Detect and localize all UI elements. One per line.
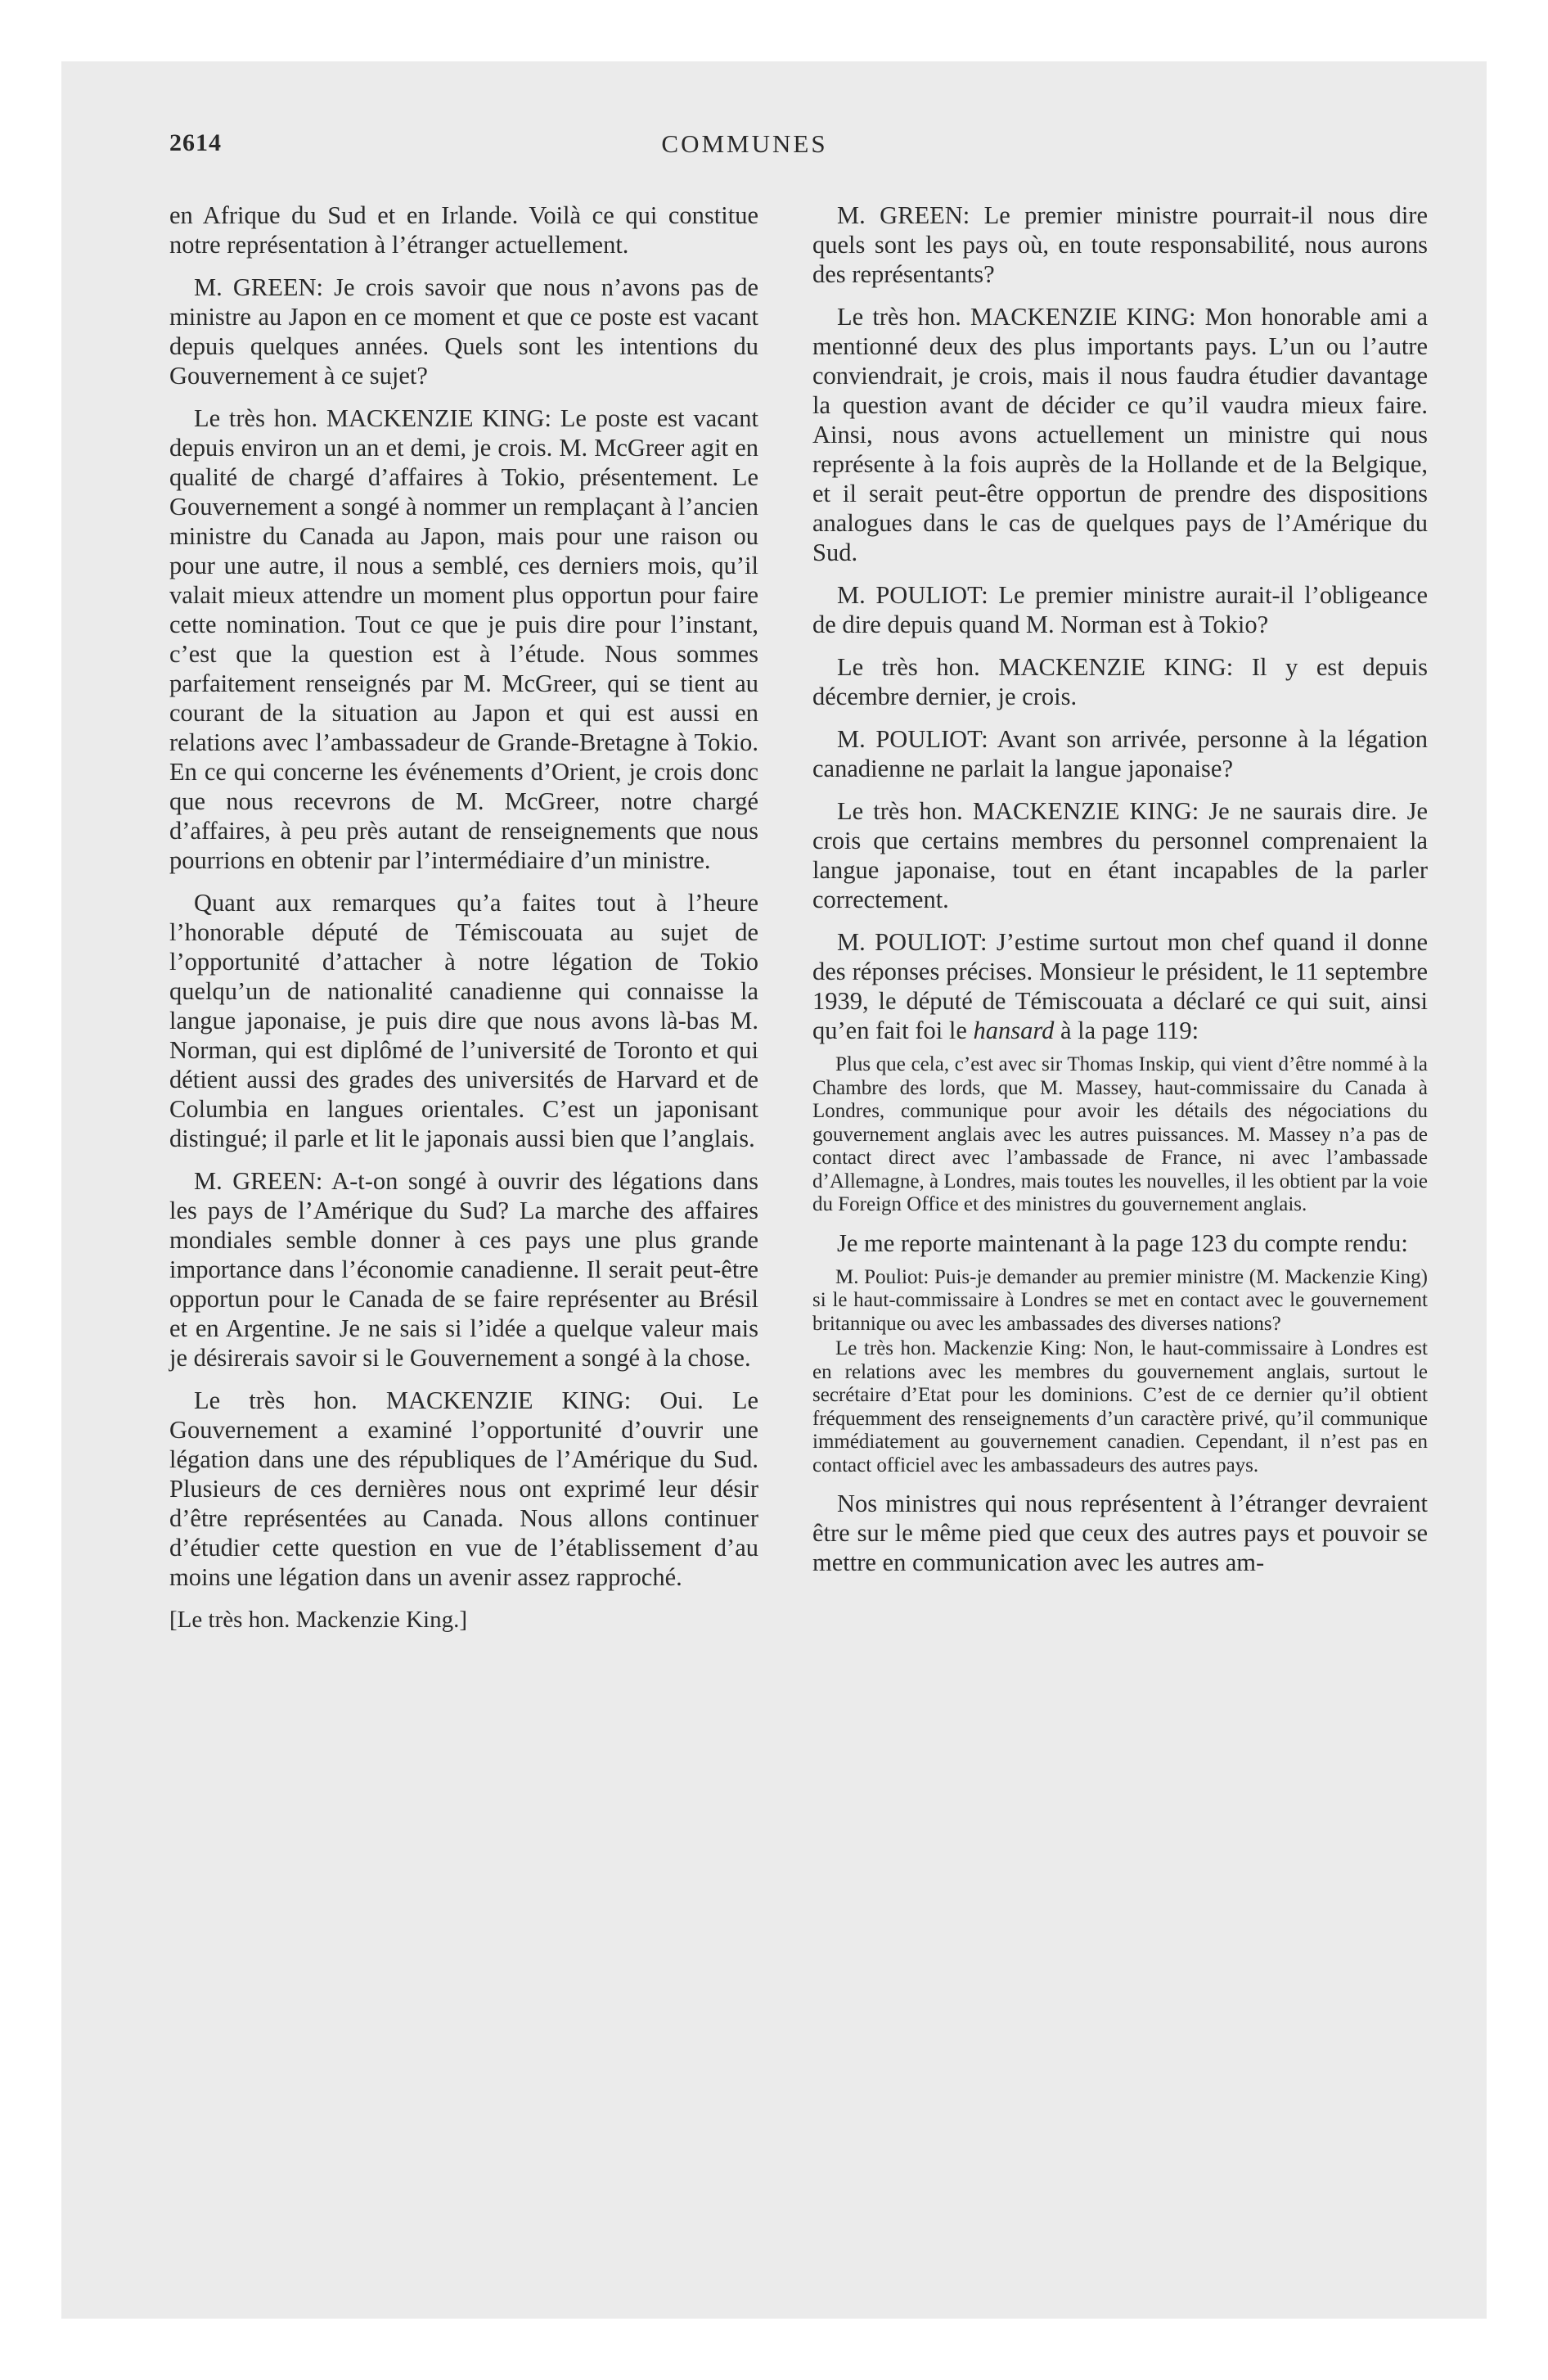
- paragraph: Nos ministres qui nous représentent à l’étranger devraient être sur le même pied que ceux des autres pays et pouvoir se mettre en communication avec les autres am-: [812, 1490, 1428, 1576]
- paragraph: M. GREEN: Le premier ministre pourrait-il nous dire quels sont les pays où, en toute responsabilité, nous aurons des représentants?: [812, 201, 1428, 288]
- quote-paragraph: Plus que cela, c’est avec sir Thomas Inskip, qui vient d’être nommé à la Chambre des lords, que M. Massey, haut-commissaire du Canada à Londres, communique pour avoir les détails des négociations du gouvernement anglais avec les autres puissances. M. Massey n’a pas de contact direct avec l’ambassade de France, ni avec l’ambassade d’Allemagne, à Londres, mais toutes les nouvelles, il les obtient par la voie du Foreign Office et des ministres du gouvernement anglais.: [812, 1053, 1428, 1215]
- paragraph: en Afrique du Sud et en Irlande. Voilà ce qui constitue notre représentation à l’étranger actuellement.: [169, 201, 758, 259]
- paragraph: Le très hon. MACKENZIE KING: Mon honorable ami a mentionné deux des plus importants pays. L’un ou l’autre conviendrait, je crois, mais il nous faudra étudier davantage la question avant de décider ce qu’il vaudra mieux faire. Ainsi, nous avons actuellement un ministre qui nous représente à la fois auprès de la Hollande et de la Belgique, et il serait peut-être opportun de prendre des dispositions analogues dans le cas de quelques pays de l’Amérique du Sud.: [812, 303, 1428, 566]
- quote-paragraph: Le très hon. Mackenzie King: Non, le haut-commissaire à Londres est en relations avec les membres du gouvernement anglais, surtout le secrétaire d’Etat pour les dominions. C’est de ce dernier qu’il obtient fréquemment des renseignements d’un caractère privé, qu’il communique immédiatement au gouvernement canadien. Cependant, il n’est pas en contact officiel avec les ambassadeurs des autres pays.: [812, 1337, 1428, 1476]
- speaker-footnote: [Le très hon. Mackenzie King.]: [169, 1607, 467, 1633]
- text-run: M. POULIOT: J’estime surtout mon chef quand il donne des réponses précises. Monsieur le président, le 11 septembre 1939, le député de Témiscouata a déclaré ce qui suit, ainsi qu’en fait foi le: [812, 928, 1428, 1044]
- running-title: COMMUNES: [661, 129, 828, 158]
- quote-paragraph: M. Pouliot: Puis-je demander au premier ministre (M. Mackenzie King) si le haut-commissaire à Londres se met en contact avec le gouvernement britannique ou avec les ambassades des diverses nations?: [812, 1265, 1428, 1335]
- paragraph: Quant aux remarques qu’a faites tout à l’heure l’honorable député de Témiscouata au sujet de l’opportunité d’attacher à notre légation de Tokio quelqu’un de nationalité canadienne qui connaisse la langue japonaise, je puis dire que nous avons là-bas M. Norman, qui est diplômé de l’université de Toronto et qui détient aussi des grades des universités de Harvard et de Columbia en langues orientales. C’est un japonisant distingué; il parle et lit le japonais aussi bien que l’anglais.: [169, 889, 758, 1152]
- quotation-block: [812, 1053, 1428, 1217]
- paragraph: Le très hon. MACKENZIE KING: Oui. Le Gouvernement a examiné l’opportunité d’ouvrir une légation dans une des républiques de l’Amérique du Sud. Plusieurs de ces dernières nous ont exprimé leur désir d’être représentées au Canada. Nous allons continuer d’étudier cette question en vue de l’établissement d’au moins une légation dans un avenir assez rapproché.: [169, 1386, 758, 1591]
- paragraph: [812, 927, 1428, 1045]
- paragraph: Le très hon. MACKENZIE KING: Il y est depuis décembre dernier, je crois.: [812, 653, 1428, 710]
- page-header: [169, 129, 1320, 170]
- paragraph: M. POULIOT: Avant son arrivée, personne à la légation canadienne ne parlait la langue japonaise?: [812, 725, 1428, 782]
- left-column: [169, 201, 758, 1648]
- paragraph: M. POULIOT: Le premier ministre aurait-il l’obligeance de dire depuis quand M. Norman est à Tokio?: [812, 581, 1428, 638]
- paragraph: Le très hon. MACKENZIE KING: Je ne saurais dire. Je crois que certains membres du personnel comprenaient la langue japonaise, tout en étant incapables de la parler correctement.: [812, 797, 1428, 913]
- text-run: à la page 119:: [1054, 1016, 1199, 1044]
- paragraph: Le très hon. MACKENZIE KING: Le poste est vacant depuis environ un an et demi, je crois. M. McGreer agit en qualité de chargé d’affaires à Tokio, présentement. Le Gouvernement a songé à nommer un remplaçant à l’ancien ministre du Canada au Japon, mais pour une raison ou pour une autre, il nous a semblé, ces derniers mois, qu’il valait mieux attendre un moment plus opportun pour faire cette nomination. Tout ce que je puis dire pour l’instant, c’est que la question est à l’étude. Nous sommes parfaitement renseignés par M. McGreer, qui se tient au courant de la situation au Japon et qui est aussi en relations avec l’ambassadeur de Grande-Bretagne à Tokio. En ce qui concerne les événements d’Orient, je crois donc que nous recevrons de M. McGreer, notre chargé d’affaires, à peu près autant de renseignements que nous pourrions en obtenir par l’intermédiaire d’un ministre.: [169, 404, 758, 874]
- right-column: [812, 201, 1428, 1590]
- quotation-block: [812, 1266, 1428, 1478]
- paragraph: M. GREEN: A-t-on songé à ouvrir des légations dans les pays de l’Amérique du Sud? La marche des affaires mondiales semble donner à ces pays une plus grande importance dans l’économie canadienne. Il serait peut-être opportun pour le Canada de se faire représenter au Brésil et en Argentine. Je ne sais si l’idée a quelque valeur mais je désirerais savoir si le Gouvernement a songé à la chose.: [169, 1167, 758, 1372]
- page-number: 2614: [169, 129, 222, 156]
- hansard-italic: hansard: [973, 1016, 1055, 1044]
- paragraph: Je me reporte maintenant à la page 123 du compte rendu:: [837, 1228, 1408, 1257]
- paragraph: M. GREEN: Je crois savoir que nous n’avons pas de ministre au Japon en ce moment et que ce poste est vacant depuis quelques années. Quels sont les intentions du Gouvernement à ce sujet?: [169, 273, 758, 390]
